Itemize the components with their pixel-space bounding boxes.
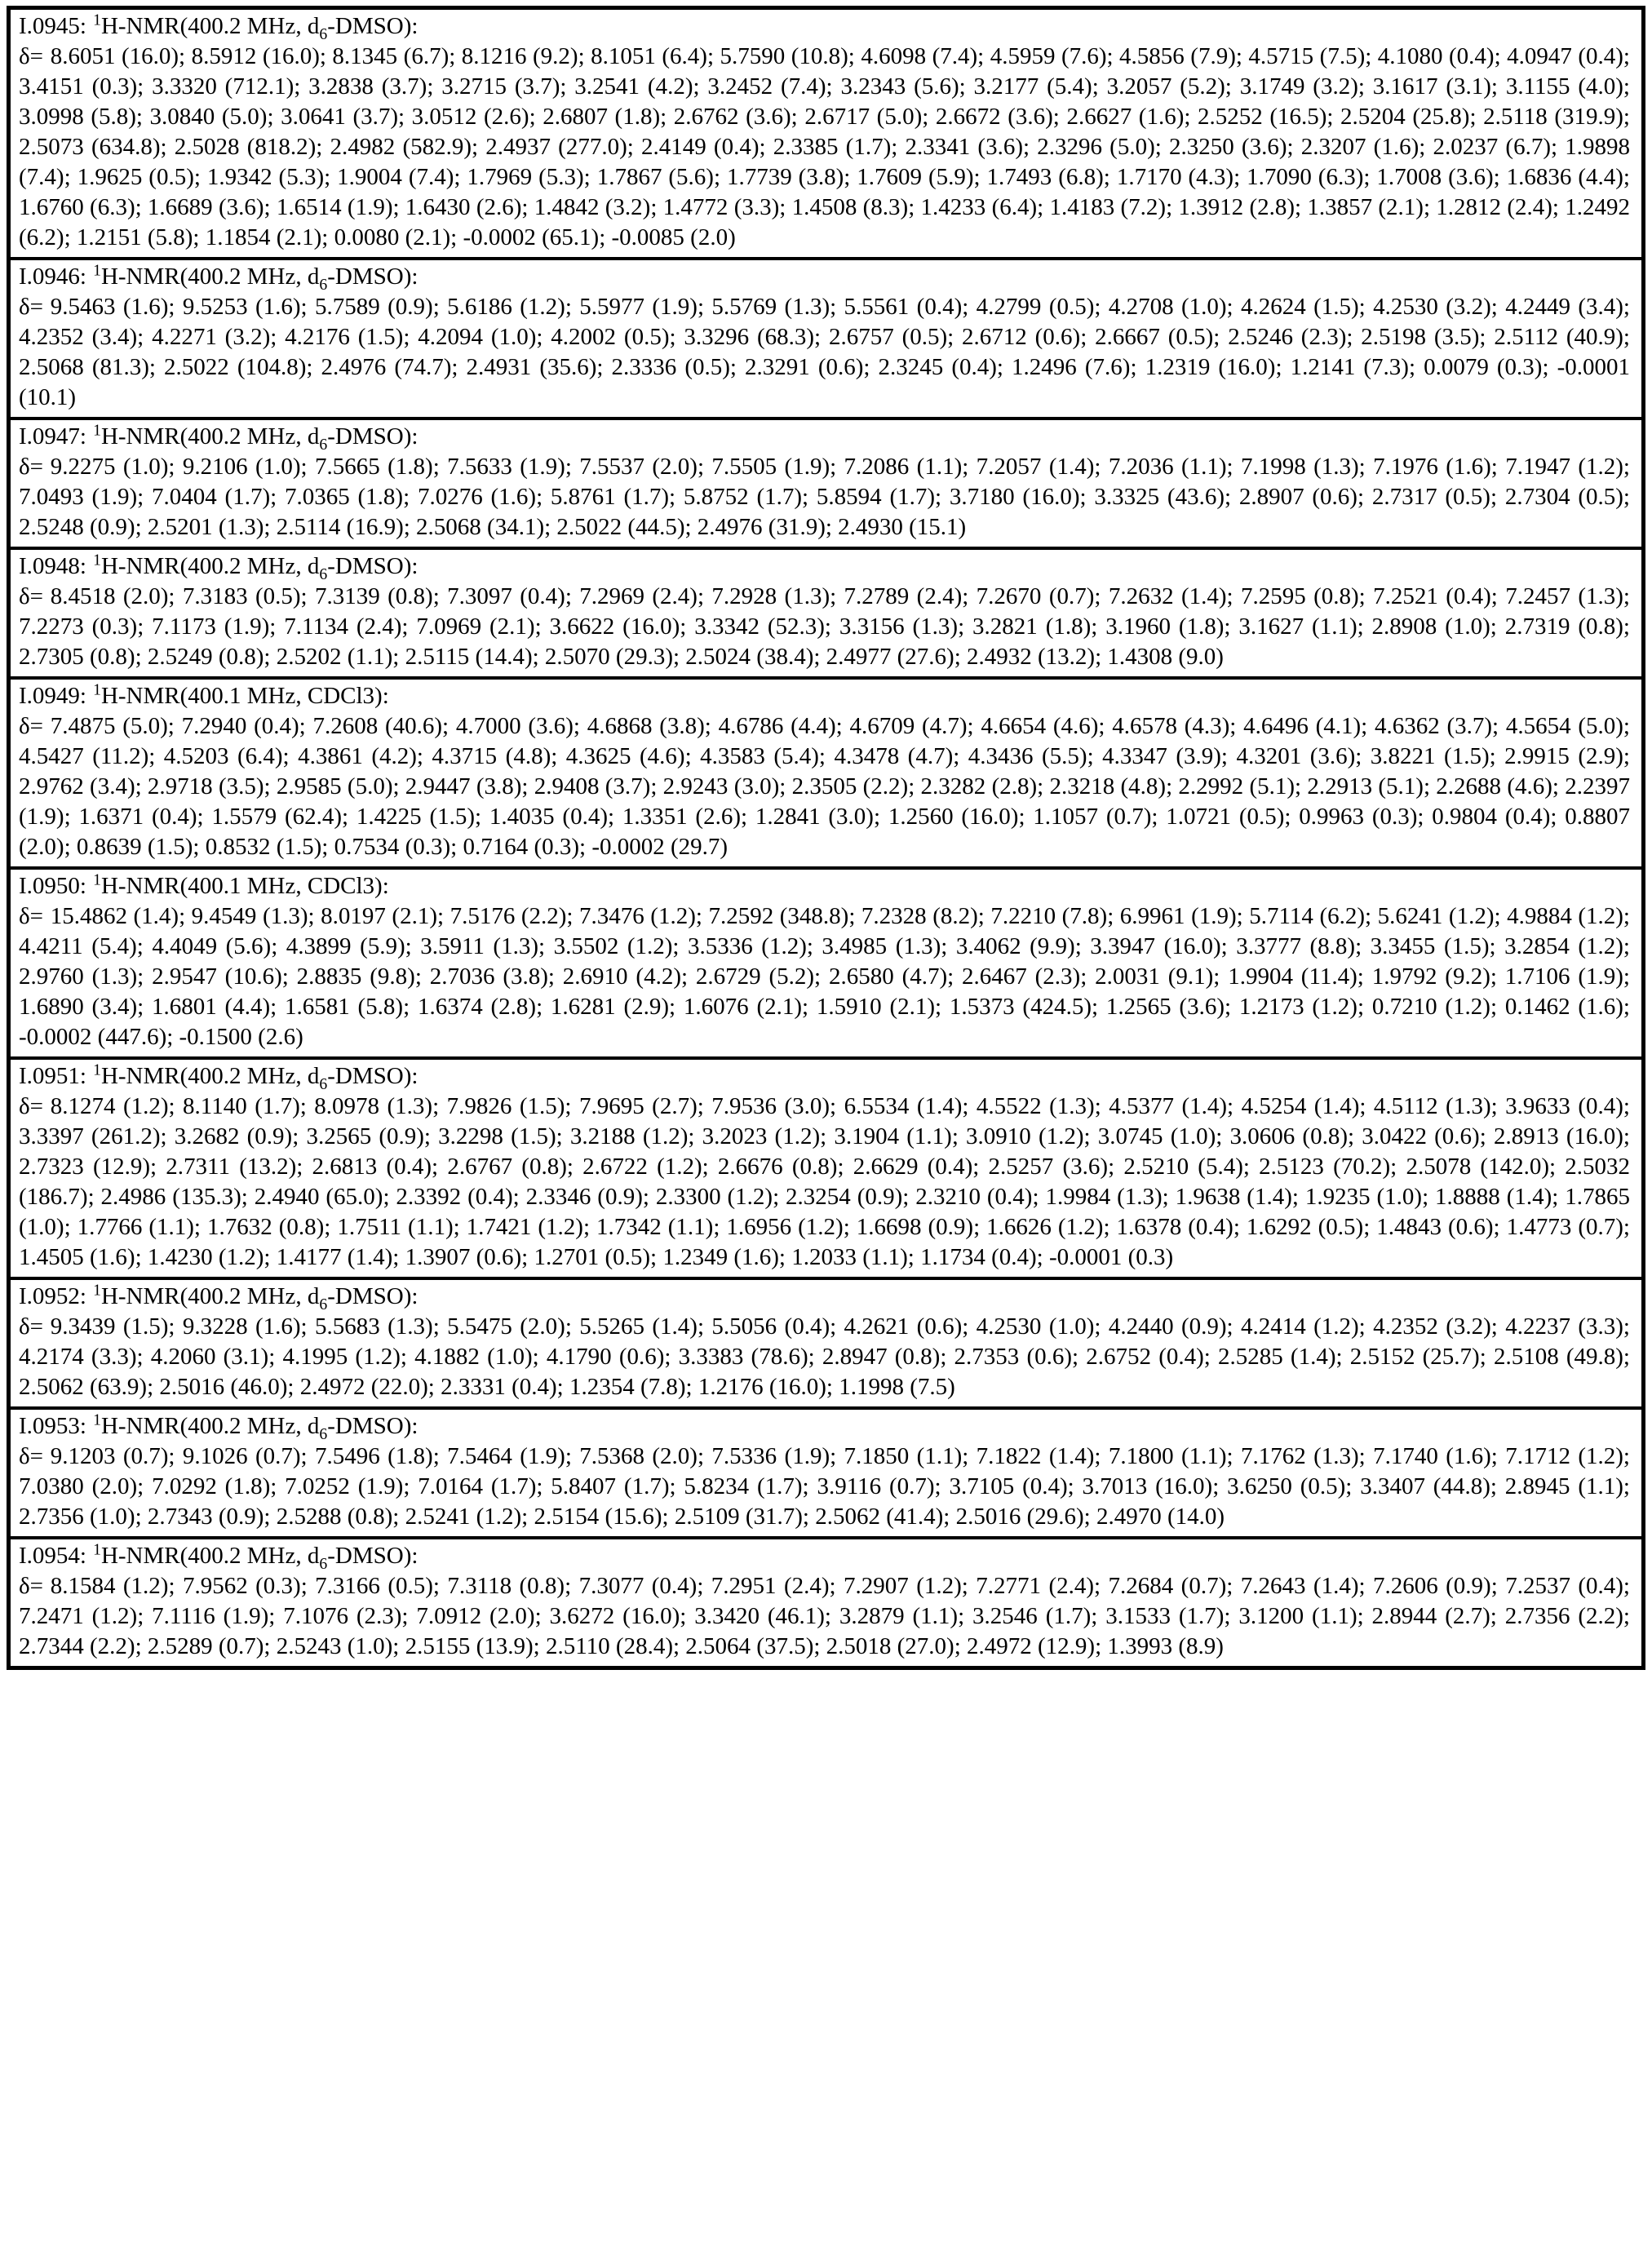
delta-symbol: δ= [19, 903, 44, 929]
entry-id: I.0945: [19, 13, 86, 39]
solvent-text: -DMSO): [327, 553, 419, 579]
nmr-data-table [7, 6, 1645, 1670]
solvent-subscript: 6 [319, 24, 328, 43]
peak-list [19, 1442, 1630, 1532]
method-text: H-NMR(400.2 MHz, d [100, 1543, 320, 1569]
method-text: H-NMR(400.2 MHz, d [100, 553, 320, 579]
solvent-subscript: 6 [319, 1074, 328, 1093]
delta-symbol: δ= [19, 454, 44, 480]
isotope-superscript: 1 [93, 1061, 101, 1079]
delta-symbol: δ= [19, 1573, 44, 1599]
isotope-superscript: 1 [93, 551, 101, 569]
solvent-text: -DMSO): [327, 423, 419, 450]
peak-list [19, 1571, 1630, 1662]
peak-values: 15.4862 (1.4); 9.4549 (1.3); 8.0197 (2.1); 7.5176 (2.2); 7.3476 (1.2); 7.2592 (348.8); 7.2328 (8.2); 7.2210 (7.8); 6.9961 (1.9); 5.7114 (6.2); 5.6241 (1.2); 4.9884 (1.2); 4.4211 (5.4); 4.4049 (5.6); 4.3899 (5.9); 3.5911 (1.3); 3.5502 (1.2); 3.5336 (1.2); 3.4985 (1.3); 3.4062 (9.9); 3.3947 (16.0); 3.3777 (8.8); 3.3455 (1.5); 3.2854 (1.2); 2.9760 (1.3); 2.9547 (10.6); 2.8835 (9.8); 2.7036 (3.8); 2.6910 (4.2); 2.6729 (5.2); 2.6580 (4.7); 2.6467 (2.3); 2.0031 (9.1); 1.9904 (11.4); 1.9792 (9.2); 1.7106 (1.9); 1.6890 (3.4); 1.6801 (4.4); 1.6581 (5.8); 1.6374 (2.8); 1.6281 (2.9); 1.6076 (2.1); 1.5910 (2.1); 1.5373 (424.5); 1.2565 (3.6); 1.2173 (1.2); 0.7210 (1.2); 0.1462 (1.6); -0.0002 (447.6); -0.1500 (2.6) [19, 903, 1630, 1050]
nmr-entry [11, 550, 1641, 680]
solvent-subscript: 6 [319, 1295, 328, 1313]
nmr-entry [11, 680, 1641, 870]
entry-header [19, 1061, 1630, 1092]
isotope-superscript: 1 [93, 261, 101, 280]
peak-list [19, 711, 1630, 862]
solvent-text: -DMSO): [327, 13, 419, 39]
entry-header [19, 871, 1630, 901]
isotope-superscript: 1 [93, 1411, 101, 1429]
peak-values: 8.4518 (2.0); 7.3183 (0.5); 7.3139 (0.8); 7.3097 (0.4); 7.2969 (2.4); 7.2928 (1.3); 7.2789 (2.4); 7.2670 (0.7); 7.2632 (1.4); 7.2595 (0.8); 7.2521 (0.4); 7.2457 (1.3); 7.2273 (0.3); 7.1173 (1.9); 7.1134 (2.4); 7.0969 (2.1); 3.6622 (16.0); 3.3342 (52.3); 3.3156 (1.3); 3.2821 (1.8); 3.1960 (1.8); 3.1627 (1.1); 2.8908 (1.0); 2.7319 (0.8); 2.7305 (0.8); 2.5249 (0.8); 2.5202 (1.1); 2.5115 (14.4); 2.5070 (29.3); 2.5024 (38.4); 2.4977 (27.6); 2.4932 (13.2); 1.4308 (9.0) [19, 583, 1630, 670]
solvent-text: -DMSO): [327, 1283, 419, 1309]
peak-values: 9.1203 (0.7); 9.1026 (0.7); 7.5496 (1.8); 7.5464 (1.9); 7.5368 (2.0); 7.5336 (1.9); 7.1850 (1.1); 7.1822 (1.4); 7.1800 (1.1); 7.1762 (1.3); 7.1740 (1.6); 7.1712 (1.2); 7.0380 (2.0); 7.0292 (1.8); 7.0252 (1.9); 7.0164 (1.7); 5.8407 (1.7); 5.8234 (1.7); 3.9116 (0.7); 3.7105 (0.4); 3.7013 (16.0); 3.6250 (0.5); 3.3407 (44.8); 2.8945 (1.1); 2.7356 (1.0); 2.7343 (0.9); 2.5288 (0.8); 2.5241 (1.2); 2.5154 (15.6); 2.5109 (31.7); 2.5062 (41.4); 2.5016 (29.6); 2.4970 (14.0) [19, 1443, 1630, 1530]
entry-id: I.0952: [19, 1283, 86, 1309]
peak-values: 9.3439 (1.5); 9.3228 (1.6); 5.5683 (1.3); 5.5475 (2.0); 5.5265 (1.4); 5.5056 (0.4); 4.2621 (0.6); 4.2530 (1.0); 4.2440 (0.9); 4.2414 (1.2); 4.2352 (3.2); 4.2237 (3.3); 4.2174 (3.3); 4.2060 (3.1); 4.1995 (1.2); 4.1882 (1.0); 4.1790 (0.6); 3.3383 (78.6); 2.8947 (0.8); 2.7353 (0.6); 2.6752 (0.4); 2.5285 (1.4); 2.5152 (25.7); 2.5108 (49.8); 2.5062 (63.9); 2.5016 (46.0); 2.4972 (22.0); 2.3331 (0.4); 1.2354 (7.8); 1.2176 (16.0); 1.1998 (7.5) [19, 1313, 1630, 1400]
entry-id: I.0948: [19, 553, 86, 579]
entry-header [19, 1411, 1630, 1442]
entry-header [19, 262, 1630, 292]
nmr-entry [11, 870, 1641, 1060]
nmr-entry [11, 1410, 1641, 1539]
delta-symbol: δ= [19, 1093, 44, 1119]
entry-header [19, 422, 1630, 452]
solvent-text: -DMSO): [327, 1413, 419, 1439]
entry-id: I.0954: [19, 1543, 86, 1569]
delta-symbol: δ= [19, 1443, 44, 1469]
delta-symbol: δ= [19, 43, 44, 69]
entry-id: I.0951: [19, 1063, 86, 1089]
isotope-superscript: 1 [93, 11, 101, 29]
method-text: H-NMR(400.1 MHz, CDCl3): [100, 683, 389, 709]
solvent-subscript: 6 [319, 565, 328, 583]
peak-values: 8.1584 (1.2); 7.9562 (0.3); 7.3166 (0.5); 7.3118 (0.8); 7.3077 (0.4); 7.2951 (2.4); 7.2907 (1.2); 7.2771 (2.4); 7.2684 (0.7); 7.2643 (1.4); 7.2606 (0.9); 7.2537 (0.4); 7.2471 (1.2); 7.1116 (1.9); 7.1076 (2.3); 7.0912 (2.0); 3.6272 (16.0); 3.3420 (46.1); 3.2879 (1.1); 3.2546 (1.7); 3.1533 (1.7); 3.1200 (1.1); 2.8944 (2.7); 2.7356 (2.2); 2.7344 (2.2); 2.5289 (0.7); 2.5243 (1.0); 2.5155 (13.9); 2.5110 (28.4); 2.5064 (37.5); 2.5018 (27.0); 2.4972 (12.9); 1.3993 (8.9) [19, 1573, 1630, 1659]
method-text: H-NMR(400.2 MHz, d [100, 1063, 320, 1089]
delta-symbol: δ= [19, 294, 44, 320]
peak-list [19, 42, 1630, 253]
isotope-superscript: 1 [93, 1281, 101, 1300]
solvent-subscript: 6 [319, 1424, 328, 1443]
entry-id: I.0947: [19, 423, 86, 450]
method-text: H-NMR(400.1 MHz, CDCl3): [100, 873, 389, 899]
peak-values: 9.2275 (1.0); 9.2106 (1.0); 7.5665 (1.8); 7.5633 (1.9); 7.5537 (2.0); 7.5505 (1.9); 7.2086 (1.1); 7.2057 (1.4); 7.2036 (1.1); 7.1998 (1.3); 7.1976 (1.6); 7.1947 (1.2); 7.0493 (1.9); 7.0404 (1.7); 7.0365 (1.8); 7.0276 (1.6); 5.8761 (1.7); 5.8752 (1.7); 5.8594 (1.7); 3.7180 (16.0); 3.3325 (43.6); 2.8907 (0.6); 2.7317 (0.5); 2.7304 (0.5); 2.5248 (0.9); 2.5201 (1.3); 2.5114 (16.9); 2.5068 (34.1); 2.5022 (44.5); 2.4976 (31.9); 2.4930 (15.1) [19, 454, 1630, 540]
entry-header [19, 11, 1630, 42]
peak-values: 7.4875 (5.0); 7.2940 (0.4); 7.2608 (40.6); 4.7000 (3.6); 4.6868 (3.8); 4.6786 (4.4); 4.6709 (4.7); 4.6654 (4.6); 4.6578 (4.3); 4.6496 (4.1); 4.6362 (3.7); 4.5654 (5.0); 4.5427 (11.2); 4.5203 (6.4); 4.3861 (4.2); 4.3715 (4.8); 4.3625 (4.6); 4.3583 (5.4); 4.3478 (4.7); 4.3436 (5.5); 4.3347 (3.9); 4.3201 (3.6); 3.8221 (1.5); 2.9915 (2.9); 2.9762 (3.4); 2.9718 (3.5); 2.9585 (5.0); 2.9447 (3.8); 2.9408 (3.7); 2.9243 (3.0); 2.3505 (2.2); 2.3282 (2.8); 2.3218 (4.8); 2.2992 (5.1); 2.2913 (5.1); 2.2688 (4.6); 2.2397 (1.9); 1.6371 (0.4); 1.5579 (62.4); 1.4225 (1.5); 1.4035 (0.4); 1.3351 (2.6); 1.2841 (3.0); 1.2560 (16.0); 1.1057 (0.7); 1.0721 (0.5); 0.9963 (0.3); 0.9804 (0.4); 0.8807 (2.0); 0.8639 (1.5); 0.8532 (1.5); 0.7534 (0.3); 0.7164 (0.3); -0.0002 (29.7) [19, 713, 1630, 860]
peak-list [19, 901, 1630, 1052]
peak-list [19, 292, 1630, 413]
entry-header [19, 551, 1630, 582]
method-text: H-NMR(400.2 MHz, d [100, 423, 320, 450]
peak-list [19, 582, 1630, 672]
solvent-text: -DMSO): [327, 1063, 419, 1089]
nmr-entry [11, 1060, 1641, 1280]
isotope-superscript: 1 [93, 680, 101, 699]
solvent-subscript: 6 [319, 1554, 328, 1573]
method-text: H-NMR(400.2 MHz, d [100, 1283, 320, 1309]
method-text: H-NMR(400.2 MHz, d [100, 13, 320, 39]
isotope-superscript: 1 [93, 870, 101, 889]
method-text: H-NMR(400.2 MHz, d [100, 1413, 320, 1439]
entry-header [19, 1282, 1630, 1312]
solvent-text: -DMSO): [327, 1543, 419, 1569]
entry-id: I.0946: [19, 264, 86, 290]
peak-list [19, 1092, 1630, 1273]
peak-list [19, 1312, 1630, 1402]
isotope-superscript: 1 [93, 421, 101, 440]
delta-symbol: δ= [19, 583, 44, 609]
solvent-text: -DMSO): [327, 264, 419, 290]
entry-header [19, 681, 1630, 711]
nmr-entry [11, 260, 1641, 420]
isotope-superscript: 1 [93, 1540, 101, 1559]
nmr-entry [11, 1539, 1641, 1666]
entry-id: I.0953: [19, 1413, 86, 1439]
entry-id: I.0950: [19, 873, 86, 899]
peak-values: 8.1274 (1.2); 8.1140 (1.7); 8.0978 (1.3); 7.9826 (1.5); 7.9695 (2.7); 7.9536 (3.0); 6.5534 (1.4); 4.5522 (1.3); 4.5377 (1.4); 4.5254 (1.4); 4.5112 (1.3); 3.9633 (0.4); 3.3397 (261.2); 3.2682 (0.9); 3.2565 (0.9); 3.2298 (1.5); 3.2188 (1.2); 3.2023 (1.2); 3.1904 (1.1); 3.0910 (1.2); 3.0745 (1.0); 3.0606 (0.8); 3.0422 (0.6); 2.8913 (16.0); 2.7323 (12.9); 2.7311 (13.2); 2.6813 (0.4); 2.6767 (0.8); 2.6722 (1.2); 2.6676 (0.8); 2.6629 (0.4); 2.5257 (3.6); 2.5210 (5.4); 2.5123 (70.2); 2.5078 (142.0); 2.5032 (186.7); 2.4986 (135.3); 2.4940 (65.0); 2.3392 (0.4); 2.3346 (0.9); 2.3300 (1.2); 2.3254 (0.9); 2.3210 (0.4); 1.9984 (1.3); 1.9638 (1.4); 1.9235 (1.0); 1.8888 (1.4); 1.7865 (1.0); 1.7766 (1.1); 1.7632 (0.8); 1.7511 (1.1); 1.7421 (1.2); 1.7342 (1.1); 1.6956 (1.2); 1.6698 (0.9); 1.6626 (1.2); 1.6378 (0.4); 1.6292 (0.5); 1.4843 (0.6); 1.4773 (0.7); 1.4505 (1.6); 1.4230 (1.2); 1.4177 (1.4); 1.3907 (0.6); 1.2701 (0.5); 1.2349 (1.6); 1.2033 (1.1); 1.1734 (0.4); -0.0001 (0.3) [19, 1093, 1630, 1270]
peak-values: 9.5463 (1.6); 9.5253 (1.6); 5.7589 (0.9); 5.6186 (1.2); 5.5977 (1.9); 5.5769 (1.3); 5.5561 (0.4); 4.2799 (0.5); 4.2708 (1.0); 4.2624 (1.5); 4.2530 (3.2); 4.2449 (3.4); 4.2352 (3.4); 4.2271 (3.2); 4.2176 (1.5); 4.2094 (1.0); 4.2002 (0.5); 3.3296 (68.3); 2.6757 (0.5); 2.6712 (0.6); 2.6667 (0.5); 2.5246 (2.3); 2.5198 (3.5); 2.5112 (40.9); 2.5068 (81.3); 2.5022 (104.8); 2.4976 (74.7); 2.4931 (35.6); 2.3336 (0.5); 2.3291 (0.6); 2.3245 (0.4); 1.2496 (7.6); 1.2319 (16.0); 1.2141 (7.3); 0.0079 (0.3); -0.0001 (10.1) [19, 294, 1630, 410]
delta-symbol: δ= [19, 1313, 44, 1340]
nmr-entry [11, 10, 1641, 260]
nmr-entry [11, 420, 1641, 550]
entry-header [19, 1541, 1630, 1571]
solvent-subscript: 6 [319, 435, 328, 454]
entry-id: I.0949: [19, 683, 86, 709]
peak-values: 8.6051 (16.0); 8.5912 (16.0); 8.1345 (6.7); 8.1216 (9.2); 8.1051 (6.4); 5.7590 (10.8); 4.6098 (7.4); 4.5959 (7.6); 4.5856 (7.9); 4.5715 (7.5); 4.1080 (0.4); 4.0947 (0.4); 3.4151 (0.3); 3.3320 (712.1); 3.2838 (3.7); 3.2715 (3.7); 3.2541 (4.2); 3.2452 (7.4); 3.2343 (5.6); 3.2177 (5.4); 3.2057 (5.2); 3.1749 (3.2); 3.1617 (3.1); 3.1155 (4.0); 3.0998 (5.8); 3.0840 (5.0); 3.0641 (3.7); 3.0512 (2.6); 2.6807 (1.8); 2.6762 (3.6); 2.6717 (5.0); 2.6672 (3.6); 2.6627 (1.6); 2.5252 (16.5); 2.5204 (25.8); 2.5118 (319.9); 2.5073 (634.8); 2.5028 (818.2); 2.4982 (582.9); 2.4937 (277.0); 2.4149 (0.4); 2.3385 (1.7); 2.3341 (3.6); 2.3296 (5.0); 2.3250 (3.6); 2.3207 (1.6); 2.0237 (6.7); 1.9898 (7.4); 1.9625 (0.5); 1.9342 (5.3); 1.9004 (7.4); 1.7969 (5.3); 1.7867 (5.6); 1.7739 (3.8); 1.7609 (5.9); 1.7493 (6.8); 1.7170 (4.3); 1.7090 (6.3); 1.7008 (3.6); 1.6836 (4.4); 1.6760 (6.3); 1.6689 (3.6); 1.6514 (1.9); 1.6430 (2.6); 1.4842 (3.2); 1.4772 (3.3); 1.4508 (8.3); 1.4233 (6.4); 1.4183 (7.2); 1.3912 (2.8); 1.3857 (2.1); 1.2812 (2.4); 1.2492 (6.2); 1.2151 (5.8); 1.1854 (2.1); 0.0080 (2.1); -0.0002 (65.1); -0.0085 (2.0) [19, 43, 1630, 250]
solvent-subscript: 6 [319, 275, 328, 294]
delta-symbol: δ= [19, 713, 44, 739]
nmr-entry [11, 1280, 1641, 1410]
peak-list [19, 452, 1630, 543]
method-text: H-NMR(400.2 MHz, d [100, 264, 320, 290]
